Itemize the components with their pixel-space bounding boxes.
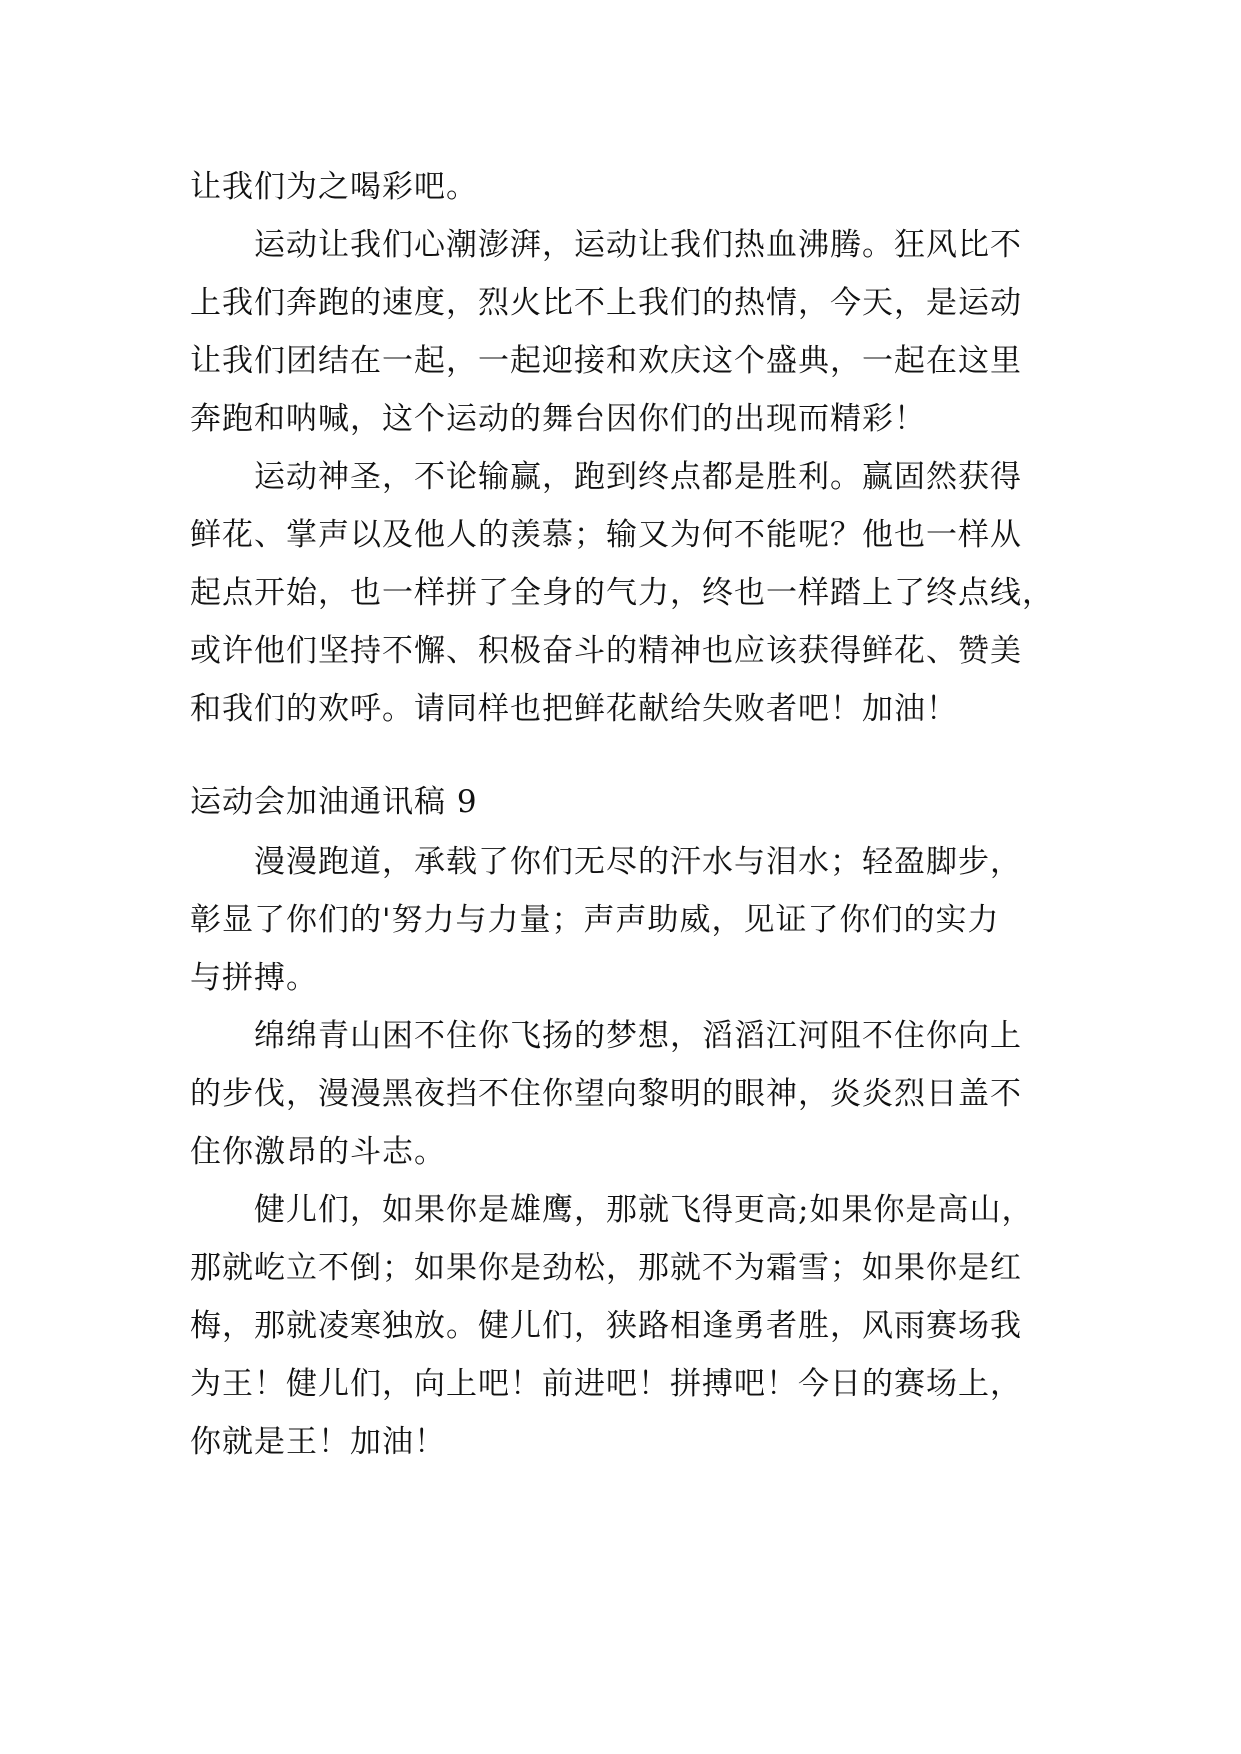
section-one-body: [190, 158, 1060, 738]
paragraph-line: 健儿们，如果你是雄鹰，那就飞得更高;如果你是高山，: [254, 1192, 1034, 1228]
paragraph-line: 你就是王！加油！: [190, 1424, 446, 1460]
paragraph-line: 绵绵青山困不住你飞扬的梦想，滔滔江河阻不住你向上: [254, 1018, 1022, 1054]
paragraph-line: 住你激昂的斗志。: [190, 1134, 446, 1170]
paragraph-line: 或许他们坚持不懈、积极奋斗的精神也应该获得鲜花、赞美: [190, 633, 1022, 669]
paragraph-line: 彰显了你们的'努力与力量；声声助威，见证了你们的实力: [190, 902, 1000, 938]
paragraph-line: 鲜花、掌声以及他人的羡慕；输又为何不能呢？他也一样从: [190, 517, 1022, 553]
paragraph-line: 和我们的欢呼。请同样也把鲜花献给失败者吧！加油！: [190, 691, 958, 727]
paragraph-line: 与拼搏。: [190, 960, 318, 996]
section-two-body: [190, 833, 1060, 1471]
paragraph-line: 运动让我们心潮澎湃，运动让我们热血沸腾。狂风比不: [254, 227, 1022, 263]
paragraph-line: 梅，那就凌寒独放。健儿们，狭路相逢勇者胜，风雨赛场我: [190, 1308, 1022, 1344]
paragraph-line: 起点开始，也一样拼了全身的气力，终也一样踏上了终点线，: [190, 575, 1054, 611]
paragraph-line: 那就屹立不倒；如果你是劲松，那就不为霜雪；如果你是红: [190, 1250, 1022, 1286]
section-title: 运动会加油通讯稿 9: [190, 784, 478, 820]
paragraph-line: 的步伐，漫漫黑夜挡不住你望向黎明的眼神，炎炎烈日盖不: [190, 1076, 1022, 1112]
paragraph-line: 让我们团结在一起，一起迎接和欢庆这个盛典，一起在这里: [190, 343, 1022, 379]
paragraph-line: 奔跑和呐喊，这个运动的舞台因你们的出现而精彩！: [190, 401, 926, 437]
paragraph-line: 让我们为之喝彩吧。: [190, 169, 478, 205]
paragraph-line: 漫漫跑道，承载了你们无尽的汗水与泪水；轻盈脚步，: [254, 844, 1022, 880]
paragraph-line: 为王！健儿们，向上吧！前进吧！拼搏吧！今日的赛场上，: [190, 1366, 1022, 1402]
paragraph-line: 运动神圣，不论输赢，跑到终点都是胜利。赢固然获得: [254, 459, 1022, 495]
paragraph-line: 上我们奔跑的速度，烈火比不上我们的热情，今天，是运动: [190, 285, 1022, 321]
